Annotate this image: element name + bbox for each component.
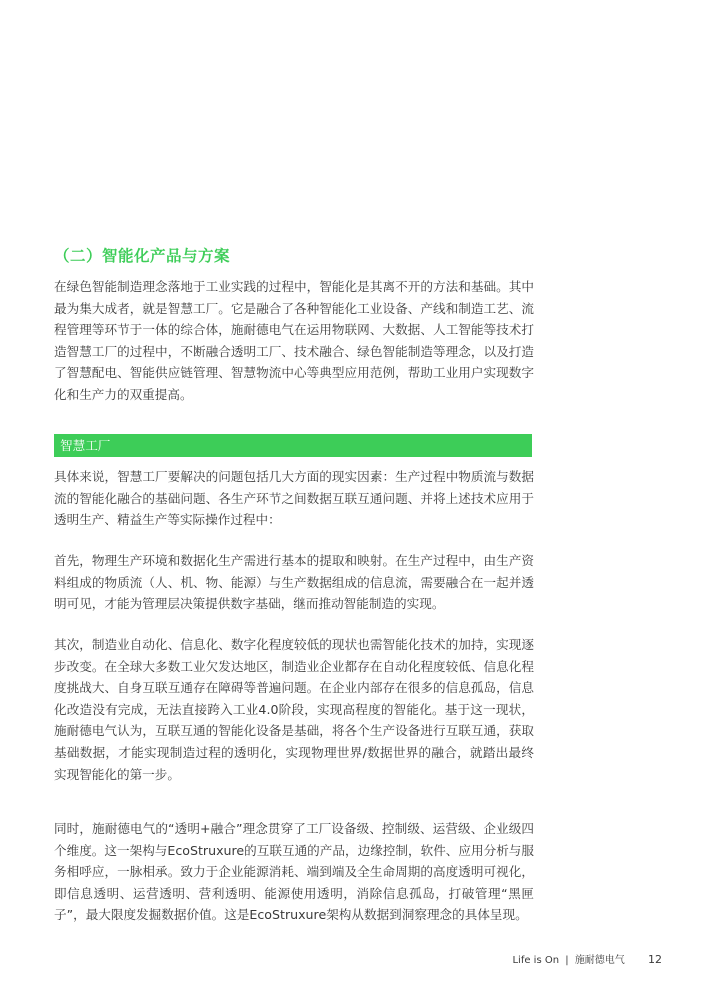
page-number: 12 [648, 953, 662, 966]
footer-tagline: Life is On [512, 955, 560, 966]
intro-paragraph: 在绿色智能制造理念落地于工业实践的过程中，智能化是其离不开的方法和基础。其中最为集大成者，就是智慧工厂。它是融合了各种智能化工业设备、产线和制造工艺、流程管理等环节于一体的综合体，施耐德电气在运用物联网、大数据、人工智能等技术打造智慧工厂的过程中，不断融合透明工厂、技术融合、绿色智能制造等理念，以及打造了智慧配电、智能供应链管理、智慧物流中心等典型应用范例，帮助工业用户实现数字化和生产力的双重提高。 [54, 279, 534, 402]
body-paragraph: 具体来说，智慧工厂要解决的问题包括几大方面的现实因素：生产过程中物质流与数据流的智能化融合的基础问题、各生产环节之间数据互联互通问题、并将上述技术应用于透明生产、精益生产等实际操作过程中： [54, 469, 534, 528]
body-paragraph: 首先，物理生产环境和数据化生产需进行基本的提取和映射。在生产过程中，由生产资料组成的物质流（人、机、物、能源）与生产数据组成的信息流，需要融合在一起并透明可见，才能为管理层决策提供数字基础，继而推动智能制造的实现。 [54, 553, 534, 612]
footer-separator: | [565, 955, 569, 966]
subsection-header-bar [54, 434, 532, 457]
section-title: （二）智能化产品与方案 [54, 247, 231, 265]
page-footer [512, 953, 662, 968]
subsection-title: 智慧工厂 [60, 438, 111, 453]
footer-brand: 施耐德电气 [574, 955, 625, 966]
body-paragraph: 其次，制造业自动化、信息化、数字化程度较低的现状也需智能化技术的加持，实现逐步改变。在全球大多数工业欠发达地区，制造业企业都存在自动化程度较低、信息化程度挑战大、自身互联互通存在障碍等普遍问题。在企业内部存在很多的信息孤岛，信息化改造没有完成，无法直接跨入工业4.0阶段，实现高程度的智能化。基于这一现状，施耐德电气认为，互联互通的智能化设备是基础，将各个生产设备进行互联互通，获取基础数据，才能实现制造过程的透明化，实现物理世界/数据世界的融合，就踏出最终实现智能化的第一步。 [54, 637, 534, 782]
body-paragraph: 同时，施耐德电气的“透明+融合”理念贯穿了工厂设备级、控制级、运营级、企业级四个维度。这一架构与EcoStruxure的互联互通的产品，边缘控制，软件、应用分析与服务相呼应，一脉相承。致力于企业能源消耗、端到端及全生命周期的高度透明可视化，即信息透明、运营透明、营利透明、能源使用透明，消除信息孤岛，打破管理“黑匣子”，最大限度发掘数据价值。这是EcoStruxure架构从数据到洞察理念的具体呈现。 [54, 821, 534, 923]
